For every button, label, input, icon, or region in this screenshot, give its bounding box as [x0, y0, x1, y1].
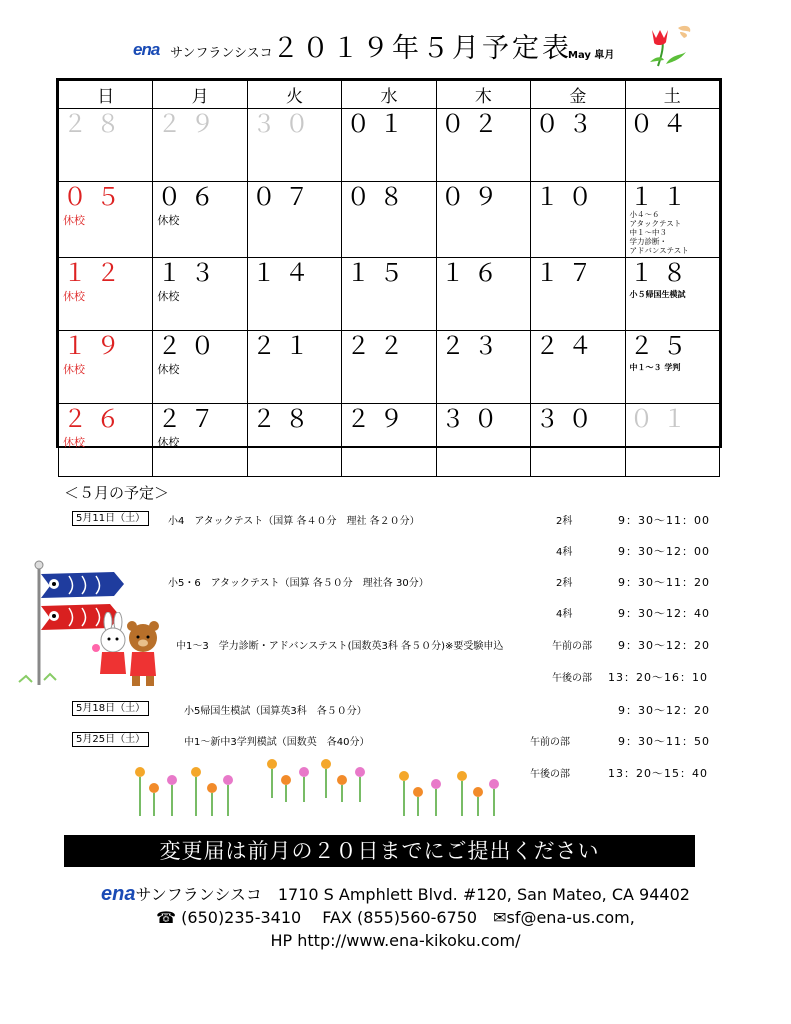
day-number: １４ [251, 259, 318, 287]
calendar-table [58, 80, 720, 477]
calendar-week-row [59, 109, 720, 182]
day-number: ０１ [346, 110, 413, 138]
weekday-header: 木 [436, 81, 530, 109]
day-event-line: アタックテスト [629, 219, 682, 228]
calendar-day-cell [342, 182, 436, 258]
day-number: １８ [629, 259, 696, 287]
calendar-week-row [59, 404, 720, 477]
deadline-banner: 変更届は前月の２０日までにご提出ください [64, 835, 695, 867]
day-event: 小５帰国生模試 [629, 290, 686, 299]
calendar-day-cell [625, 404, 719, 477]
calendar-day-cell [436, 404, 530, 477]
day-note: 休校 [157, 436, 180, 449]
day-number: １１ [629, 183, 696, 211]
calendar-week-row [59, 331, 720, 404]
day-number: ２３ [440, 332, 507, 360]
schedule-description: 小5帰国生模試（国算英3科 各５０分） [184, 706, 367, 717]
footer-contact: ☎ (650)235-3410 FAX (855)560-6750 ✉sf@ena-us.com, [156, 908, 635, 927]
calendar-day-cell [247, 109, 341, 182]
day-number: ０７ [251, 183, 318, 211]
day-number: ０８ [346, 183, 413, 211]
calendar-day-cell [153, 331, 247, 404]
schedule-subject: 2科 [556, 516, 573, 527]
calendar-day-cell [59, 331, 153, 404]
day-number: ２７ [157, 405, 224, 433]
schedule-subject: 午後の部 [530, 769, 570, 780]
calendar-week-row [59, 182, 720, 258]
schedule-time: 13：20～16：10 [608, 671, 708, 684]
calendar-day-cell [153, 258, 247, 331]
calendar-day-cell [625, 258, 719, 331]
weekday-row [59, 81, 720, 109]
day-event-line: 中１～中３ [629, 228, 668, 237]
footer [0, 883, 791, 952]
day-number: ２５ [629, 332, 696, 360]
day-number: １６ [440, 259, 507, 287]
day-number: ２０ [157, 332, 224, 360]
schedule-description: 中1～新中3学判模試（国数英 各40分） [184, 737, 370, 748]
day-number: ２１ [251, 332, 318, 360]
calendar-day-cell [531, 182, 625, 258]
schedule-subject: 午前の部 [552, 641, 592, 652]
schedule-time: 9：30～12：20 [618, 639, 710, 652]
schedule-description: 中1～3 学力診断・アドバンステスト(国数英3科 各５０分)※要受験申込 [176, 641, 504, 652]
schedule-time: 9：30～11：50 [618, 735, 710, 748]
footer-address-line [0, 883, 791, 906]
day-number: １５ [346, 259, 413, 287]
schedule-date: 5月25日（土） [72, 732, 149, 747]
schedule-time: 13：20～15：40 [608, 767, 708, 780]
day-number: ０６ [157, 183, 224, 211]
day-event: 中１～３ 学判 [629, 363, 681, 372]
day-event-line: 小４～６ [629, 210, 660, 219]
calendar-day-cell [531, 404, 625, 477]
weekday-header: 土 [625, 81, 719, 109]
weekday-header: 日 [59, 81, 153, 109]
day-number: ２９ [346, 405, 413, 433]
day-number: ０３ [535, 110, 602, 138]
footer-logo: ena [101, 883, 136, 905]
footer-website: HP http://www.ena-kikoku.com/ [270, 931, 521, 950]
day-number: ２８ [251, 405, 318, 433]
day-number: ２８ [63, 110, 129, 138]
calendar-day-cell [342, 109, 436, 182]
calendar-day-cell [342, 258, 436, 331]
schedule-time: 9：30～12：40 [618, 607, 710, 620]
day-event-line: 学力診断・ [629, 237, 668, 246]
calendar-day-cell [625, 109, 719, 182]
month-label: May 皐月 [568, 50, 615, 61]
calendar-day-cell [342, 331, 436, 404]
day-note: 休校 [63, 214, 85, 227]
school-name: サンフランシスコ [170, 46, 273, 61]
schedule-subject: 午前の部 [530, 737, 570, 748]
day-number: ０５ [63, 183, 129, 211]
schedule-time: 9：30～12：20 [618, 704, 710, 717]
day-number: １３ [157, 259, 224, 287]
schedule-date: 5月11日（土） [72, 511, 149, 526]
schedule-subject: 午後の部 [552, 673, 592, 684]
calendar-day-cell [153, 182, 247, 258]
day-number: ０１ [629, 405, 696, 433]
schedule-heading: ＜５月の予定＞ [64, 484, 170, 502]
calendar-day-cell [153, 404, 247, 477]
schedule-subject: 2科 [556, 578, 573, 589]
calendar-day-cell [59, 258, 153, 331]
day-number: ３０ [251, 110, 318, 138]
calendar-day-cell [531, 258, 625, 331]
header [0, 28, 791, 78]
tulip-icon [640, 24, 700, 68]
calendar [56, 78, 722, 448]
day-note: 休校 [63, 290, 85, 303]
calendar-day-cell [59, 182, 153, 258]
calendar-day-cell [342, 404, 436, 477]
schedule-date: 5月18日（土） [72, 701, 149, 716]
weekday-header: 水 [342, 81, 436, 109]
day-note: 休校 [157, 290, 180, 303]
calendar-day-cell [247, 404, 341, 477]
schedule-subject: 4科 [556, 609, 573, 620]
schedule-time: 9：30～12：00 [618, 545, 710, 558]
day-number: ２６ [63, 405, 129, 433]
calendar-day-cell [625, 331, 719, 404]
calendar-day-cell [531, 331, 625, 404]
ena-logo: ena [133, 40, 160, 59]
footer-address: サンフランシスコ 1710 S Amphlett Blvd. #120, San Mateo, CA 94402 [135, 885, 690, 904]
rabbit-bear-icon [88, 612, 178, 692]
calendar-day-cell [625, 182, 719, 258]
day-number: ３０ [440, 405, 507, 433]
day-number: １７ [535, 259, 602, 287]
day-number: ３０ [535, 405, 602, 433]
day-number: ０４ [629, 110, 696, 138]
day-number: ２２ [346, 332, 413, 360]
calendar-body [59, 109, 720, 477]
day-note: 休校 [157, 214, 180, 227]
day-number: １０ [535, 183, 602, 211]
calendar-day-cell [531, 109, 625, 182]
calendar-day-cell [247, 258, 341, 331]
day-number: ０２ [440, 110, 507, 138]
calendar-day-cell [59, 404, 153, 477]
calendar-day-cell [153, 109, 247, 182]
day-number: ０９ [440, 183, 507, 211]
calendar-day-cell [436, 331, 530, 404]
schedule-description: 小4 アタックテスト（国算 各４０分 理社 各２０分） [168, 516, 420, 527]
schedule-description: 小5・6 アタックテスト（国算 各５０分 理社各 30分） [168, 578, 429, 589]
day-event-line: アドバンステスト [629, 246, 689, 255]
schedule-time: 9：30～11：00 [618, 514, 710, 527]
day-number: １９ [63, 332, 129, 360]
flowers-icon [128, 758, 512, 818]
day-note: 休校 [63, 363, 85, 376]
day-note: 休校 [157, 363, 180, 376]
calendar-day-cell [247, 331, 341, 404]
schedule-subject: 4科 [556, 547, 573, 558]
weekday-header: 月 [153, 81, 247, 109]
calendar-day-cell [436, 182, 530, 258]
schedule-time: 9：30～11：20 [618, 576, 710, 589]
day-number: １２ [63, 259, 129, 287]
calendar-day-cell [59, 109, 153, 182]
page-title: ２０１９年５月予定表 [272, 33, 572, 64]
calendar-week-row [59, 258, 720, 331]
day-number: ２９ [157, 110, 224, 138]
calendar-day-cell [247, 182, 341, 258]
calendar-day-cell [436, 109, 530, 182]
day-number: ２４ [535, 332, 602, 360]
day-note: 休校 [63, 436, 85, 449]
weekday-header: 金 [531, 81, 625, 109]
weekday-header: 火 [247, 81, 341, 109]
calendar-day-cell [436, 258, 530, 331]
